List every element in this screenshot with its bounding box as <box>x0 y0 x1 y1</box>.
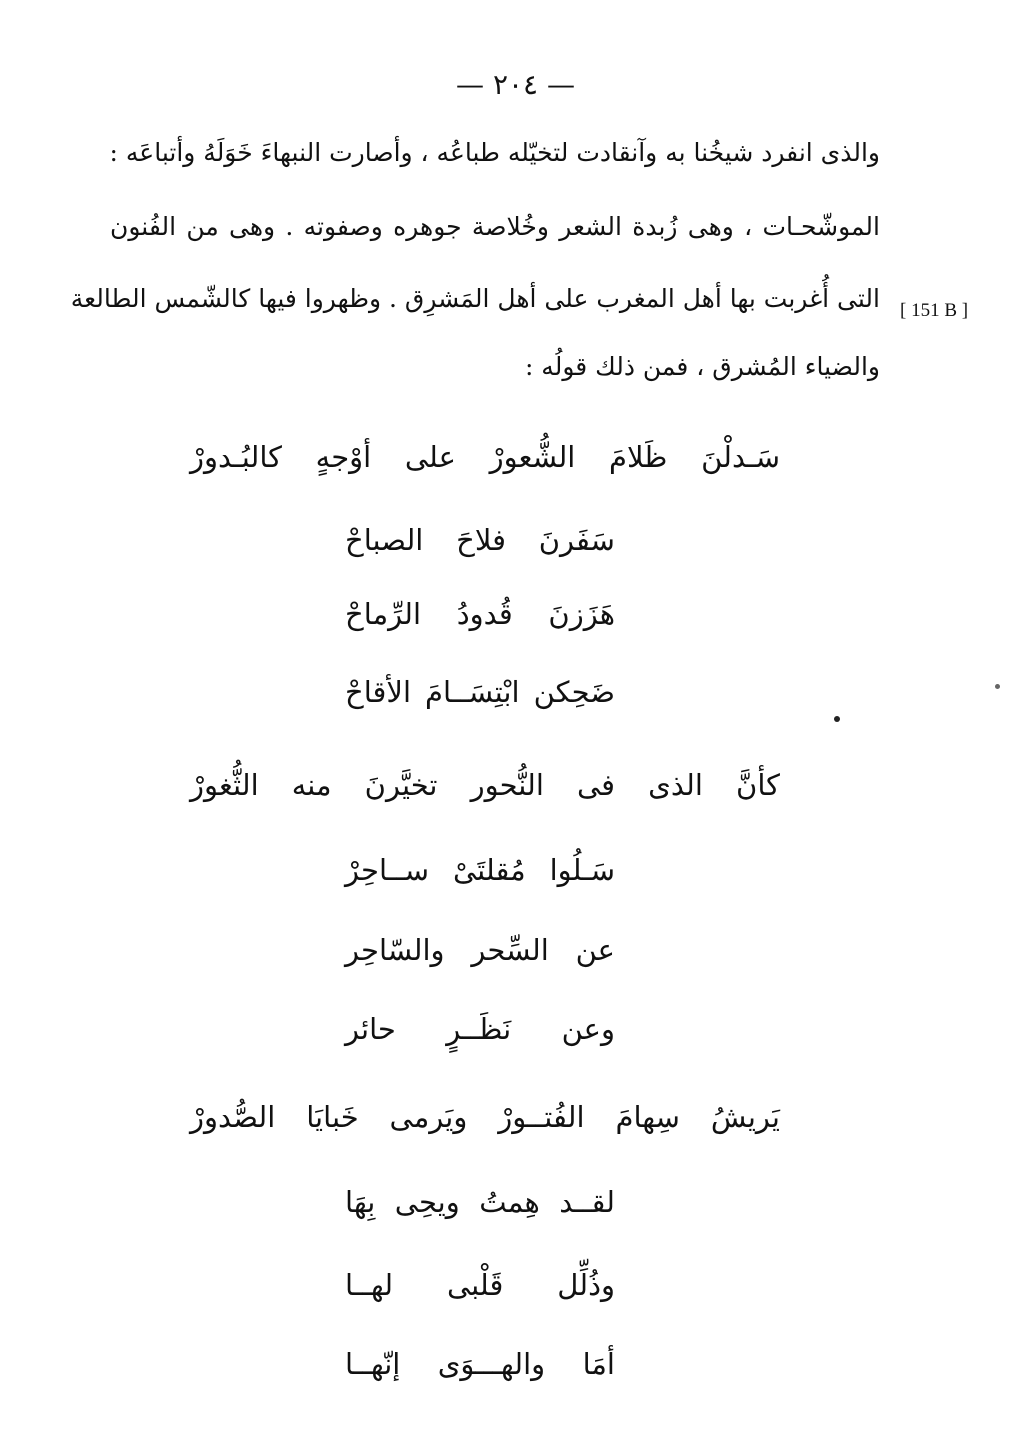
verse-word: وذُلِّل <box>557 1268 615 1302</box>
stanza-1-refrain <box>190 440 780 474</box>
prose-line-2: الموشّحـات ، وهى زُبدة الشعر وخُلاصة جوهره وصفوته . وهى من الفُنون <box>110 212 880 241</box>
stanza-2-line-2 <box>345 933 615 967</box>
prose-line-3: التى أُغربت بها أهل المغرب على أهل المَشرِق . وظهروا فيها كالشّمس الطالعة <box>70 284 880 313</box>
stanza-1-line-3 <box>345 675 615 709</box>
verse-word: الفُتــورْ <box>498 1100 585 1134</box>
verse-word: قَلْبى <box>446 1268 504 1302</box>
verse-word: الشُّعورْ <box>489 440 576 474</box>
verse-word: الصُّدورْ <box>190 1100 276 1134</box>
verse-word: النُّحور <box>470 768 544 802</box>
stanza-3-line-3 <box>345 1347 615 1381</box>
stanza-3-line-2 <box>345 1268 615 1302</box>
verse-word: سَـلُوا <box>549 853 615 887</box>
stanza-3-line-1 <box>345 1185 615 1219</box>
verse-word: فى <box>577 768 616 802</box>
verse-word: قُدودُ <box>456 597 513 631</box>
verse-word: السِّحر <box>471 933 549 967</box>
verse-word: أمَا <box>582 1347 615 1381</box>
stanza-2-refrain <box>190 768 780 802</box>
verse-word: لقــد <box>559 1185 615 1219</box>
verse-word: الصباحْ <box>345 523 424 557</box>
scan-speck <box>995 684 1000 689</box>
stanza-2-line-1 <box>345 853 615 887</box>
verse-word: سَفَرنَ <box>538 523 615 557</box>
verse-word: أوْجهٍ <box>315 440 372 474</box>
stanza-2-line-3 <box>345 1012 615 1046</box>
marginal-reference: [ 151 B ] <box>900 300 969 321</box>
scan-speck <box>834 716 840 722</box>
verse-word: ســاحِرْ <box>345 853 430 887</box>
verse-word: لهــا <box>345 1268 394 1302</box>
verse-word: والهـــوَى <box>437 1347 546 1381</box>
verse-word: ابْتِسَــامَ <box>425 675 520 709</box>
verse-word: فلاحَ <box>456 523 506 557</box>
verse-word: بِهَا <box>345 1185 376 1219</box>
verse-word: وعن <box>561 1012 615 1046</box>
prose-line-1: والذى انفرد شيخُنا به وآنقادت لتخيّله طباعُه ، وأصارت النبهاءَ خَوَلَهُ وأتباعَه : <box>109 138 880 167</box>
verse-word: سَـدلْنَ <box>701 440 780 474</box>
stanza-3-refrain <box>190 1100 780 1134</box>
verse-word: على <box>404 440 456 474</box>
verse-word: مُقلتَىْ <box>452 853 526 887</box>
verse-word: ويَرمى <box>389 1100 468 1134</box>
verse-word: هَزَزنَ <box>548 597 615 631</box>
verse-word: حائر <box>345 1012 396 1046</box>
stanza-1-line-2 <box>345 597 615 631</box>
page-number: — ٢٠٤ — <box>456 68 575 101</box>
verse-word: سِهامَ <box>615 1100 680 1134</box>
verse-word: هِمتُ <box>479 1185 540 1219</box>
verse-word: الثُّغورْ <box>190 768 259 802</box>
verse-word: الرِّماحْ <box>345 597 421 631</box>
prose-line-4: والضياء المُشرق ، فمن ذلك قولُه : <box>524 352 880 381</box>
verse-word: تخيَّرنَ <box>364 768 438 802</box>
verse-word: منه <box>291 768 332 802</box>
verse-word: ويحِى <box>394 1185 460 1219</box>
verse-word: كأنَّ <box>736 768 780 802</box>
verse-word: الأقاحْ <box>345 675 412 709</box>
verse-word: ضَحِكن <box>533 675 615 709</box>
stanza-1-line-1 <box>345 523 615 557</box>
verse-word: خَبايَا <box>306 1100 359 1134</box>
verse-word: يَريشُ <box>710 1100 780 1134</box>
verse-word: عن <box>575 933 615 967</box>
verse-word: نَظَــرٍ <box>446 1012 512 1046</box>
verse-word: ظَلامَ <box>609 440 668 474</box>
verse-word: إنّهــا <box>345 1347 401 1381</box>
verse-word: الذى <box>648 768 703 802</box>
verse-word: كالبُـدورْ <box>190 440 282 474</box>
verse-word: والسّاحِر <box>345 933 445 967</box>
